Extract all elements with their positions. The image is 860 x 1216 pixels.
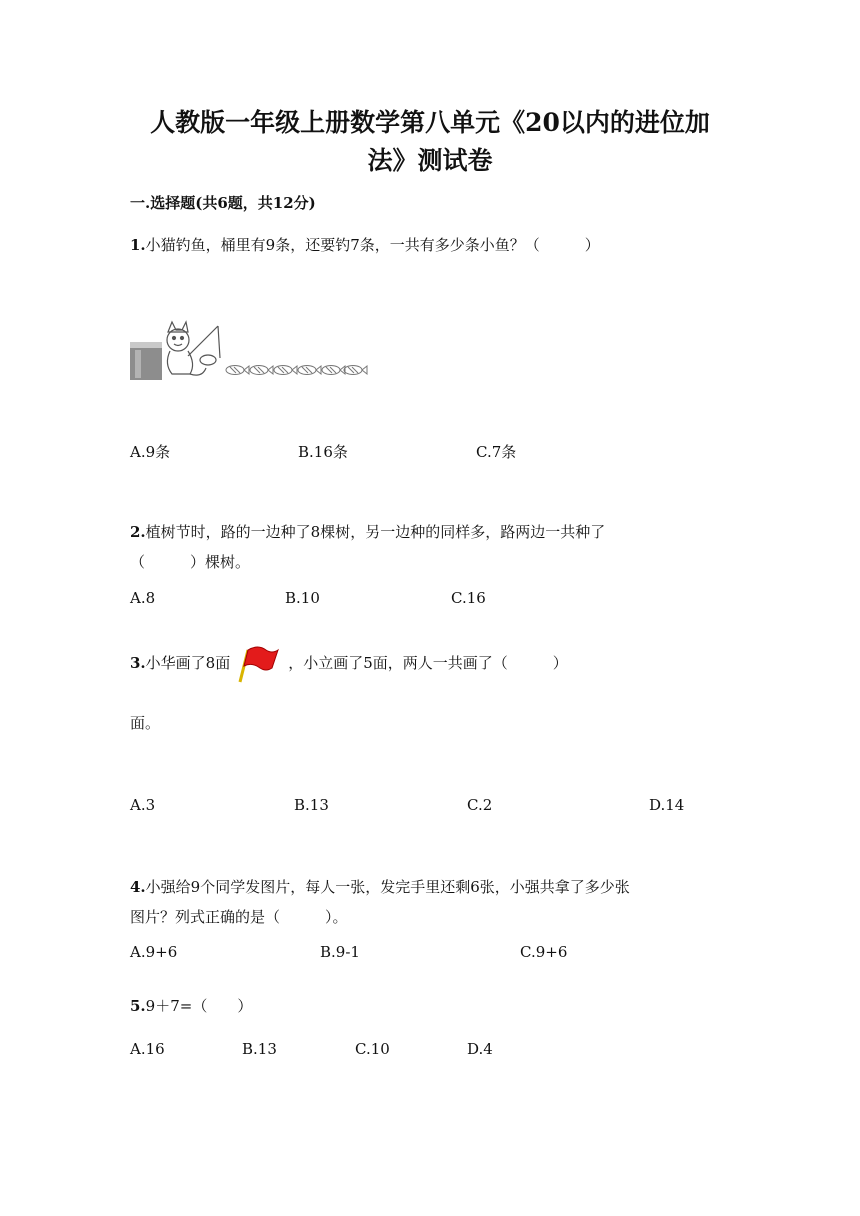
question-2: [130, 517, 605, 577]
question-1: [130, 230, 600, 260]
question-number: 2.: [130, 523, 146, 541]
question-number: 3.: [130, 654, 146, 672]
question-number: 1.: [130, 236, 146, 254]
question-text-before: 小华画了8面: [145, 654, 231, 672]
cat-fishing-illustration: [130, 320, 370, 382]
page-title: [110, 104, 750, 180]
question-number: 4.: [130, 878, 146, 896]
cat-shape: [167, 322, 220, 375]
option-c[interactable]: C.7条: [476, 443, 517, 461]
option-c[interactable]: C.2: [467, 796, 493, 814]
question-3: [130, 644, 568, 684]
option-a[interactable]: A.3: [130, 796, 156, 814]
question-text-after: ，小立画了5面，两人一共画了（ ）: [288, 654, 568, 672]
option-c[interactable]: C.9+6: [520, 943, 568, 961]
option-d[interactable]: D.4: [467, 1040, 493, 1058]
option-a[interactable]: A.16: [130, 1040, 165, 1058]
question-text: 9＋7=（ ）: [145, 997, 253, 1015]
option-a[interactable]: A.8: [130, 589, 156, 607]
option-a[interactable]: A.9+6: [130, 943, 178, 961]
question-text-line-2: （ ）棵树。: [130, 553, 251, 571]
fish-row: [226, 366, 367, 375]
option-b[interactable]: B.13: [294, 796, 329, 814]
question-text: 小猫钓鱼，桶里有9条，还要钓7条，一共有多少条小鱼？（ ）: [145, 236, 600, 254]
option-c[interactable]: C.16: [451, 589, 486, 607]
question-text-line-2: 图片？列式正确的是（ ）。: [130, 908, 348, 926]
title-line-2: 法》测试卷: [367, 146, 493, 175]
option-c[interactable]: C.10: [355, 1040, 390, 1058]
section-heading: 一.选择题(共6题，共12分): [130, 194, 316, 212]
question-4: [130, 872, 630, 932]
option-d[interactable]: D.14: [649, 796, 685, 814]
cat-fishing-image: [130, 320, 370, 382]
question-5: [130, 991, 252, 1021]
question-3-line-2: 面。: [130, 714, 161, 732]
red-flag-icon: [236, 644, 282, 684]
question-number: 5.: [130, 997, 146, 1015]
option-a[interactable]: A.9条: [130, 443, 171, 461]
option-b[interactable]: B.16条: [298, 443, 348, 461]
option-b[interactable]: B.9-1: [320, 943, 360, 961]
title-line-1: 人教版一年级上册数学第八单元《20以内的进位加: [150, 108, 710, 137]
question-text-line-1: 植树节时，路的一边种了8棵树，另一边种的同样多，路两边一共种了: [145, 523, 606, 541]
option-b[interactable]: B.10: [285, 589, 320, 607]
question-text-line-1: 小强给9个同学发图片，每人一张，发完手里还剩6张，小强共拿了多少张: [145, 878, 630, 896]
option-b[interactable]: B.13: [242, 1040, 277, 1058]
